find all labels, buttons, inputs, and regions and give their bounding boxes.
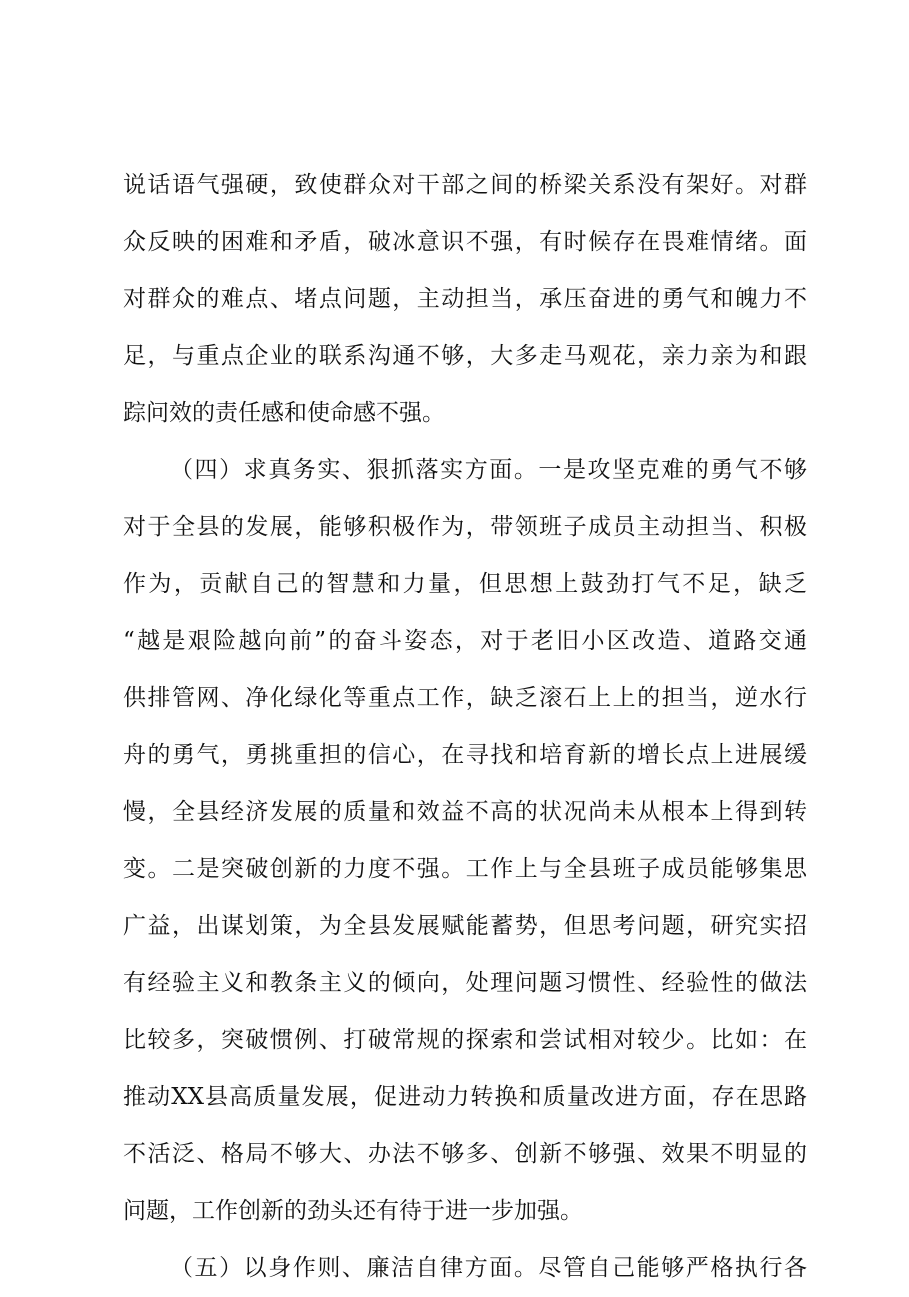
- text-line: “越是艰险越向前”的奋斗姿态，对于老旧小区改造、道路交通: [123, 628, 807, 654]
- text-line: 作为，贡献自己的智慧和力量，但思想上鼓劲打气不足，缺乏: [123, 571, 807, 597]
- text-line: 慢，全县经济发展的质量和效益不高的状况尚未从根本上得到转: [123, 799, 807, 825]
- text-line: 足，与重点企业的联系沟通不够，大多走马观花，亲力亲为和跟: [123, 343, 807, 369]
- text-line: 广益，出谋划策，为全县发展赋能蓄势，但思考问题，研究实招: [123, 913, 807, 939]
- text-line: 问题，工作创新的劲头还有待于进一步加强。: [123, 1198, 583, 1224]
- text-line: 众反映的困难和矛盾，破冰意识不强，有时候存在畏难情绪。面: [123, 229, 807, 255]
- text-line: 舟的勇气，勇挑重担的信心，在寻找和培育新的增长点上进展缓: [123, 742, 807, 768]
- text-line: 推动XX县高质量发展，促进动力转换和质量改进方面，存在思路: [123, 1084, 807, 1110]
- section-heading-line: （四）求真务实、狠抓落实方面。一是攻坚克难的勇气不够: [170, 457, 807, 483]
- text-line: 有经验主义和教条主义的倾向，处理问题习惯性、经验性的做法: [123, 970, 807, 996]
- text-line: 对群众的难点、堵点问题，主动担当，承压奋进的勇气和魄力不: [123, 286, 807, 312]
- text-line: 说话语气强硬，致使群众对干部之间的桥梁关系没有架好。对群: [123, 172, 807, 198]
- section-heading-line: （五）以身作则、廉洁自律方面。尽管自己能够严格执行各: [170, 1255, 807, 1281]
- text-line: 比较多，突破惯例、打破常规的探索和尝试相对较少。比如：在: [123, 1027, 807, 1053]
- document-body: [123, 157, 807, 1297]
- text-line: 变。二是突破创新的力度不强。工作上与全县班子成员能够集思: [123, 856, 807, 882]
- text-line: 不活泛、格局不够大、办法不够多、创新不够强、效果不明显的: [123, 1141, 807, 1167]
- text-line: 对于全县的发展，能够积极作为，带领班子成员主动担当、积极: [123, 514, 807, 540]
- text-line: 供排管网、净化绿化等重点工作，缺乏滚石上上的担当，逆水行: [123, 685, 807, 711]
- text-line: 踪问效的责任感和使命感不强。: [123, 400, 445, 426]
